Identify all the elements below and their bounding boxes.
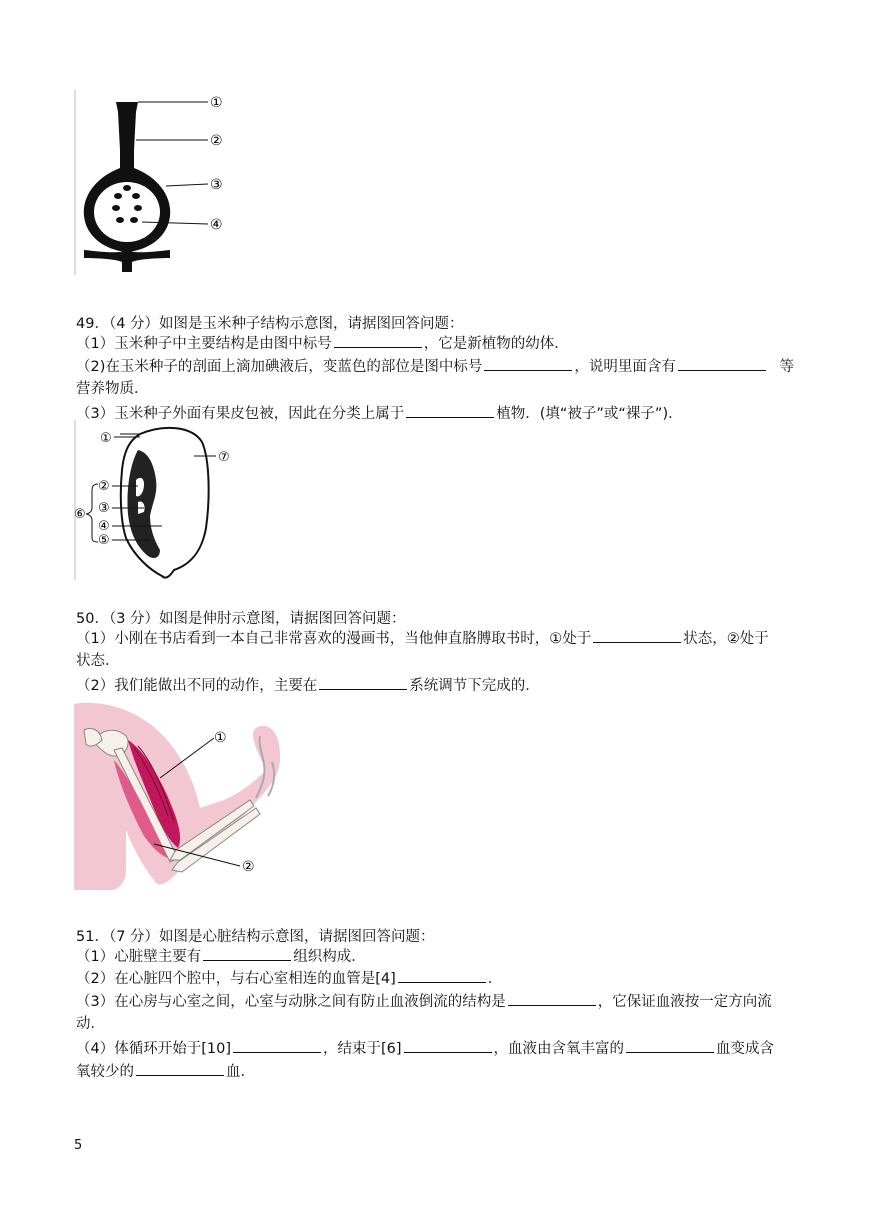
corn-label-4: ④ xyxy=(98,519,110,534)
q51-blank-5[interactable] xyxy=(404,1038,492,1053)
q49-blank-2[interactable] xyxy=(484,356,572,371)
q51-line3: （3）在心房与心室之间，心室与动脉之间有防止血液倒流的结构是 ，它保证血液按一定方向流 xyxy=(76,991,794,1013)
q50-line2: （2）我们能做出不同的动作，主要在 系统调节下完成的． xyxy=(76,675,794,697)
q49-line1: （1）玉米种子中主要结构是由图中标号 ，它是新植物的幼体． xyxy=(76,333,794,355)
q49-blank-3[interactable] xyxy=(678,356,766,371)
q51-blank-6[interactable] xyxy=(626,1038,714,1053)
arm-label-1: ① xyxy=(214,730,227,746)
ovary-diagram xyxy=(74,90,244,275)
q51-blank-2[interactable] xyxy=(398,968,486,983)
q51-blank-1[interactable] xyxy=(203,946,291,961)
q49-line2: （2)在玉米种子的剖面上滴加碘液后，变蓝色的部位是图中标号 ，说明里面含有 等 xyxy=(76,356,794,378)
q51-blank-7[interactable] xyxy=(136,1061,224,1076)
corn-label-7: ⑦ xyxy=(218,450,230,465)
q49-blank-1[interactable] xyxy=(334,333,422,348)
q51-blank-3[interactable] xyxy=(508,991,596,1006)
q51-line3b: 动． xyxy=(76,1016,105,1032)
corn-seed-diagram xyxy=(74,420,249,580)
q49-title: 49．（4 分）如图是玉米种子结构示意图，请据图回答问题： xyxy=(76,316,464,332)
q50-blank-2[interactable] xyxy=(319,675,407,690)
q50-line1b: 状态． xyxy=(76,653,120,669)
q49-line3: （3）玉米种子外面有果皮包被，因此在分类上属于 植物．(填“被子”或“裸子”)． xyxy=(76,403,794,425)
ovary-label-3: ③ xyxy=(210,177,223,193)
arm-label-2: ② xyxy=(242,859,255,875)
corn-label-5: ⑤ xyxy=(98,533,110,548)
corn-label-1: ① xyxy=(100,431,112,446)
corn-seed-figure xyxy=(74,420,249,580)
ovary-label-4: ④ xyxy=(210,217,223,233)
ovary-label-1: ① xyxy=(210,95,223,111)
q49-line2b: 营养物质． xyxy=(76,381,149,397)
arm-figure xyxy=(74,700,289,895)
page-number: 5 xyxy=(74,1138,83,1153)
q51-line4b: 氧较少的 血． xyxy=(76,1061,794,1083)
q50-title: 50．（3 分）如图是伸肘示意图，请据图回答问题： xyxy=(76,611,406,627)
arm-diagram xyxy=(74,700,289,895)
q50-line1: （1）小刚在书店看到一本自己非常喜欢的漫画书，当他伸直胳膊取书时，①处于 状态，②处于 xyxy=(76,628,794,650)
q50-blank-1[interactable] xyxy=(593,628,681,643)
q49-blank-4[interactable] xyxy=(406,403,494,418)
q51-line1: （1）心脏壁主要有 组织构成． xyxy=(76,946,794,968)
ovary-label-2: ② xyxy=(210,133,223,149)
corn-label-3: ③ xyxy=(98,501,110,516)
q51-blank-4[interactable] xyxy=(233,1038,321,1053)
corn-label-6: ⑥ xyxy=(74,507,86,522)
corn-label-2: ② xyxy=(98,479,110,494)
q51-line2: （2）在心脏四个腔中，与右心室相连的血管是[4] ． xyxy=(76,968,794,990)
q51-title: 51．（7 分）如图是心脏结构示意图，请据图回答问题： xyxy=(76,929,435,945)
q51-line4: （4）体循环开始于[10] ，结束于[6] ，血液由含氧丰富的 血变成含 xyxy=(76,1038,794,1060)
ovary-figure xyxy=(74,90,244,275)
